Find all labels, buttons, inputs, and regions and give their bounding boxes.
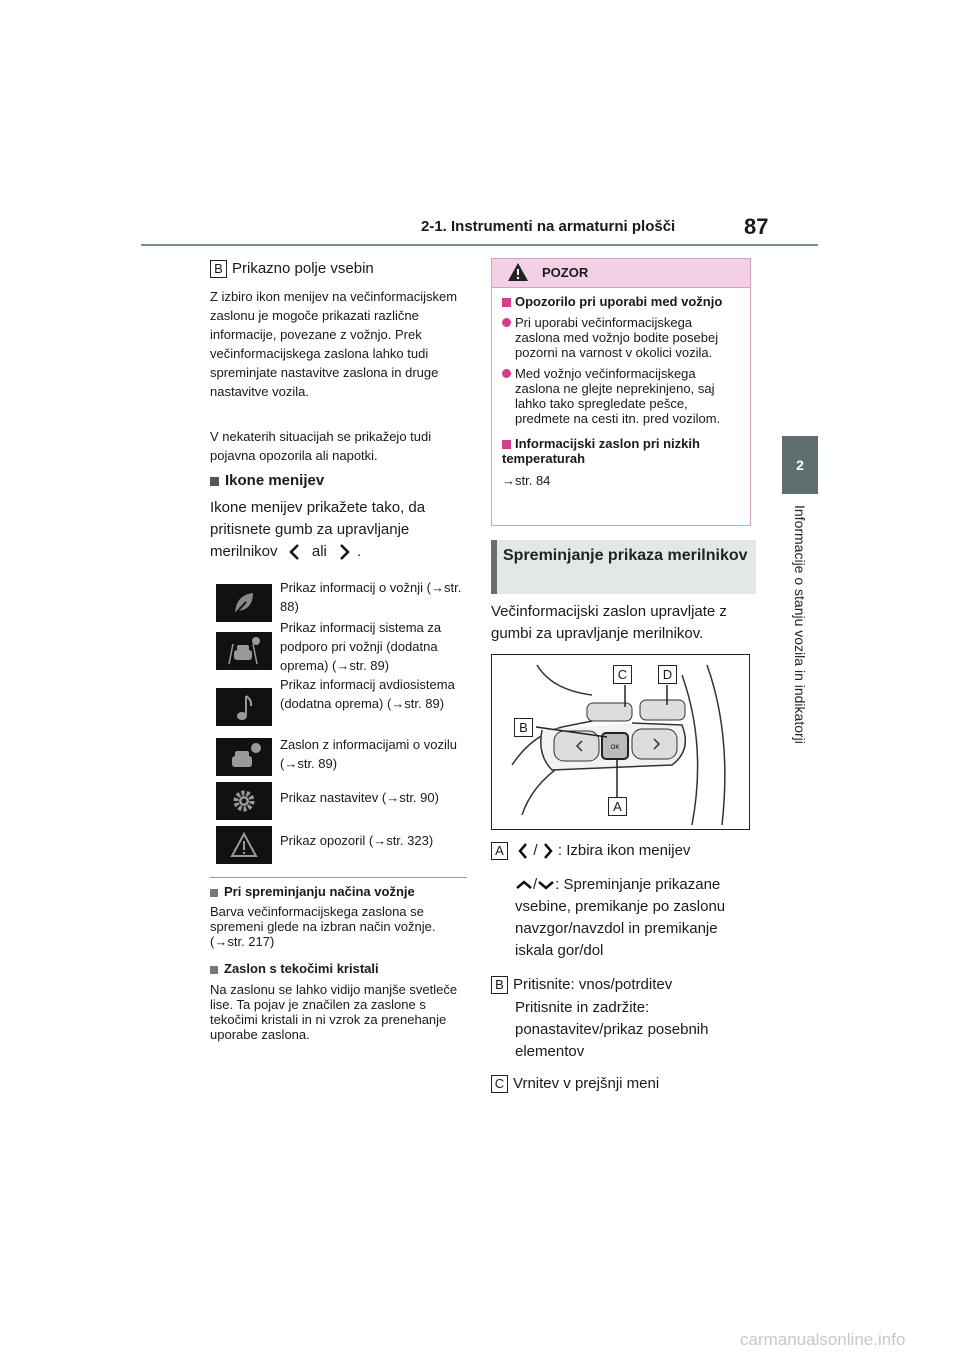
figure-label-a: A [608, 797, 627, 816]
warning-subheading: Opozorilo pri uporabi med vožnjo [502, 294, 740, 309]
up-arrow-icon [515, 876, 533, 893]
left-arrow-icon [517, 842, 529, 859]
menu-item-text: Prikaz informacij avdiosistema (dodatna oprema) (→str. 89) [280, 677, 455, 711]
warning-bullet: Med vožnjo večinformacijskega zaslona ne glejte neprekinjeno, saj lahko tako spregledate pešce, predmete na cesti itn. pred vozilom. [502, 366, 740, 426]
note-heading: Pri spreminjanju načina vožnje [210, 884, 415, 899]
pink-square-icon [502, 440, 511, 449]
right-arrow-icon [542, 842, 554, 859]
warning-header [492, 259, 750, 288]
warning-subheading: Informacijski zaslon pri nizkih temperaturah [502, 436, 700, 466]
figure-label-b: B [514, 718, 533, 737]
content-area-paragraph: Z izbiro ikon menijev na večinformacijskem zaslonu je mogoče prikazati različne informacije, povezane z vožnjo. Prek večinformacijskega zaslona lahko tudi spreminjate nastavitve zaslona in druge nastavitve vozila. [210, 289, 458, 399]
divider [210, 877, 467, 878]
vehicle-info-icon [216, 738, 272, 776]
menu-item-text: Prikaz informacij sistema za podporo pri vožnji (dodatna oprema) (→str. 89) [280, 620, 442, 673]
chapter-tab: 2 [782, 436, 818, 494]
warning-triangle-icon [507, 262, 529, 287]
label-c: C [491, 1075, 508, 1093]
header-rule [141, 244, 818, 246]
warning-bullet: Pri uporabi večinformacijskega zaslona med vožnjo bodite posebej pozorni na varnost v okolici vozila. [502, 315, 740, 360]
figure-label-c: C [613, 665, 632, 684]
warning-title: POZOR [542, 265, 589, 280]
note-square-icon [210, 889, 218, 897]
note-text: Barva večinformacijskega zaslona se spremeni glede na izbran način vožnje. (→str. 217) [210, 904, 436, 949]
bullet-icon [502, 318, 511, 327]
popup-paragraph: V nekaterih situacijah se prikažejo tudi pojavna opozorila ali napotki. [210, 429, 432, 463]
left-arrow-icon [282, 543, 308, 560]
bullet-icon [502, 369, 511, 378]
legend-b-hold: Pritisnite in zadržite: ponastavitev/prikaz posebnih elementov [515, 999, 709, 1060]
note-text: Na zaslonu se lahko vidijo manjše svetleče lise. Ta pojav je značilen za zaslone s tekočimi kristali in ni vzrok za prenehanje uporabe zaslona. [210, 982, 458, 1042]
warning-ref: →str. 84 [502, 473, 551, 488]
menu-icons-heading: Ikone menijev [210, 472, 324, 489]
note-square-icon [210, 966, 218, 974]
watermark: carmanualsonline.info [740, 1330, 906, 1349]
steering-wheel-figure [491, 654, 750, 830]
section-title: 2-1. Instrumenti na armaturni plošči [421, 218, 676, 235]
leaf-icon [216, 584, 272, 622]
label-b: B [491, 976, 508, 994]
legend-c: C Vrnitev v prejšnji meni [491, 1073, 659, 1095]
driving-support-icon [216, 632, 272, 670]
legend-b: B Pritisnite: vnos/potrditev [491, 974, 672, 996]
svg-text:OK: OK [610, 745, 620, 751]
figure-label-d: D [658, 665, 677, 684]
section-heading-box: Spreminjanje prikaza merilnikov [491, 540, 756, 594]
page-number: 87 [744, 214, 769, 239]
note-heading: Zaslon s tekočimi kristali [210, 961, 379, 976]
warning-triangle-icon [216, 826, 272, 864]
pink-square-icon [502, 298, 511, 307]
content-area-heading: B Prikazno polje vsebin [210, 260, 374, 278]
warning-box [491, 258, 751, 526]
side-chapter-title: Informacije o stanju vozila in indikatorji [792, 505, 808, 744]
legend-a: A / : Izbira ikon menijev [491, 840, 751, 862]
legend-a-updown: / : Spreminjanje prikazane vsebine, premikanje po zaslonu navzgor/navzdol in premikanje iskala gor/dol [515, 876, 726, 959]
down-arrow-icon [537, 876, 555, 893]
menu-item-text: Prikaz informacij o vožnji (→str. 88) [280, 580, 462, 614]
right-arrow-icon [331, 543, 357, 560]
section-intro: Večinformacijski zaslon upravljate z gumbi za upravljanje merilnikov. [491, 603, 727, 642]
gear-icon [216, 782, 272, 820]
menu-intro: Ikone menijev prikažete tako, da pritisnete gumb za upravljanje merilnikov ali . [210, 499, 426, 560]
menu-item-text: Prikaz nastavitev (→str. 90) [280, 790, 439, 805]
menu-item-text: Prikaz opozoril (→str. 323) [280, 833, 434, 848]
label-a: A [491, 842, 508, 860]
label-b: B [210, 260, 227, 278]
heading-square-icon [210, 477, 219, 486]
menu-item-text: Zaslon z informacijami o vozilu (→str. 89) [280, 737, 458, 771]
music-note-icon [216, 688, 272, 726]
